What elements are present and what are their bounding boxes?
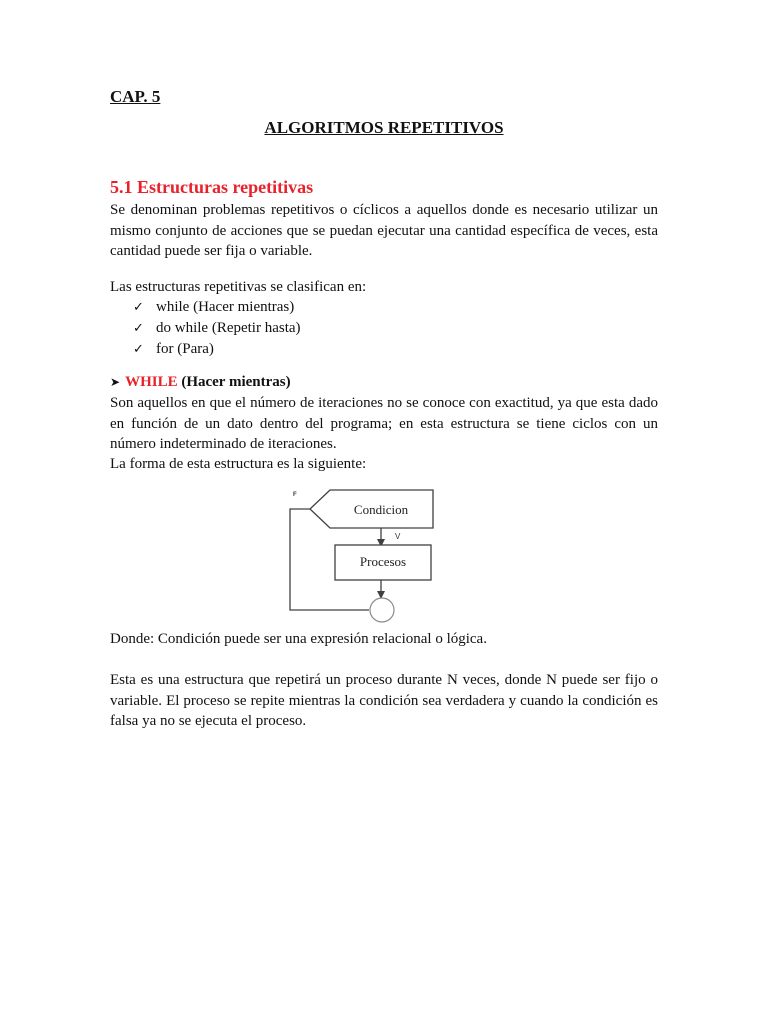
connector-circle	[370, 598, 394, 622]
checkmark-icon: ✓	[133, 300, 144, 315]
condition-label: Condicion	[353, 502, 409, 517]
closing-paragraph: Esta es una estructura que repetirá un proceso durante N veces, donde N puede ser fijo o variable. El proceso se repite mientras la condición sea verdadera y cuando la condición es falsa ya no se ejecuta el proceso.	[110, 672, 658, 729]
checkmark-icon: ✓	[133, 342, 144, 357]
while-description: Son aquellos en que el número de iteraciones no se conoce con exactitud, ya que esta dado en función de un dato dentro del programa; en esta estructura se tiene ciclos con un número indeterminado de iteraciones.	[110, 395, 658, 452]
list-item-label: for (Para)	[156, 341, 214, 357]
while-subtitle: (Hacer mientras)	[181, 374, 291, 390]
checkmark-icon: ✓	[133, 321, 144, 336]
arrow-bullet-icon: ➤	[110, 375, 121, 389]
list-item	[133, 297, 301, 318]
list-item	[133, 339, 301, 360]
page-title: ALGORITMOS REPETITIVOS	[264, 118, 504, 137]
true-label: V	[395, 532, 401, 541]
intro-paragraph: Se denominan problemas repetitivos o cíclicos a aquellos donde es necesario utilizar un mismo conjunto de acciones que se puedan ejecutar una cantidad específica de veces, esta cantidad puede ser fija o variable.	[110, 202, 658, 259]
section-heading: 5.1 Estructuras repetitivas	[110, 177, 314, 197]
list-intro: Las estructuras repetitivas se clasifican en:	[110, 279, 367, 295]
process-label: Procesos	[359, 554, 407, 569]
while-flowchart	[285, 485, 435, 627]
list-item-label: do while (Repetir hasta)	[156, 320, 301, 336]
list-item-label: while (Hacer mientras)	[156, 299, 295, 315]
structure-list	[133, 297, 301, 360]
list-item	[133, 318, 301, 339]
chapter-label: CAP. 5	[110, 87, 161, 106]
false-label: F	[293, 492, 297, 498]
condition-note: Donde: Condición puede ser una expresión relacional o lógica.	[110, 631, 487, 647]
while-heading	[110, 374, 291, 391]
form-intro: La forma de esta estructura es la siguiente:	[110, 456, 367, 472]
while-keyword: WHILE	[125, 374, 178, 390]
